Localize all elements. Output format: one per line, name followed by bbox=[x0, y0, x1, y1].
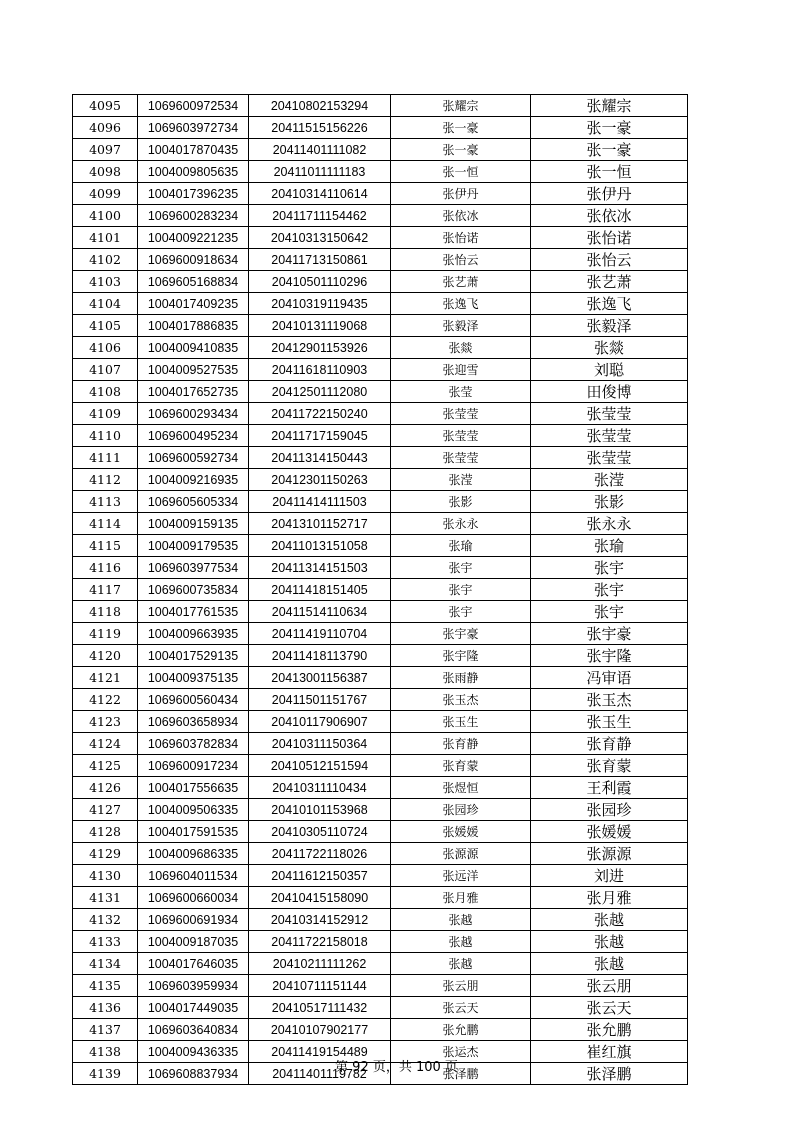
table-row bbox=[73, 865, 688, 887]
row-index-cell: 4130 bbox=[73, 865, 138, 887]
signature-name-cell: 张逸飞 bbox=[531, 293, 688, 315]
signature-name-cell: 张允鹏 bbox=[531, 1019, 688, 1041]
signature-name-cell: 张宇 bbox=[531, 579, 688, 601]
row-index-cell: 4103 bbox=[73, 271, 138, 293]
table-row bbox=[73, 469, 688, 491]
name-cell: 张燚 bbox=[391, 337, 531, 359]
registration-number-cell: 20410711151144 bbox=[249, 975, 391, 997]
signature-name-cell: 张耀宗 bbox=[531, 95, 688, 117]
name-cell: 张煜恒 bbox=[391, 777, 531, 799]
row-index-cell: 4099 bbox=[73, 183, 138, 205]
table-row bbox=[73, 447, 688, 469]
row-index-cell: 4126 bbox=[73, 777, 138, 799]
row-index-cell: 4114 bbox=[73, 513, 138, 535]
row-index-cell: 4137 bbox=[73, 1019, 138, 1041]
name-cell: 张宇 bbox=[391, 557, 531, 579]
exam-number-cell: 1069603658934 bbox=[138, 711, 249, 733]
name-cell: 张滢 bbox=[391, 469, 531, 491]
row-index-cell: 4101 bbox=[73, 227, 138, 249]
signature-name-cell: 张育蒙 bbox=[531, 755, 688, 777]
exam-number-cell: 1069600972534 bbox=[138, 95, 249, 117]
exam-number-cell: 1004017886835 bbox=[138, 315, 249, 337]
row-index-cell: 4133 bbox=[73, 931, 138, 953]
signature-name-cell: 张怡云 bbox=[531, 249, 688, 271]
signature-name-cell: 张育静 bbox=[531, 733, 688, 755]
registration-number-cell: 20411717159045 bbox=[249, 425, 391, 447]
registration-number-cell: 20410319119435 bbox=[249, 293, 391, 315]
exam-number-cell: 1069600592734 bbox=[138, 447, 249, 469]
registration-number-cell: 20410101153968 bbox=[249, 799, 391, 821]
row-index-cell: 4112 bbox=[73, 469, 138, 491]
row-index-cell: 4123 bbox=[73, 711, 138, 733]
registration-number-cell: 20410517111432 bbox=[249, 997, 391, 1019]
exam-number-cell: 1069604011534 bbox=[138, 865, 249, 887]
exam-number-cell: 1004009527535 bbox=[138, 359, 249, 381]
exam-number-cell: 1004009805635 bbox=[138, 161, 249, 183]
signature-name-cell: 张怡诺 bbox=[531, 227, 688, 249]
signature-name-cell: 刘聪 bbox=[531, 359, 688, 381]
table-row bbox=[73, 359, 688, 381]
row-index-cell: 4110 bbox=[73, 425, 138, 447]
row-index-cell: 4139 bbox=[73, 1063, 138, 1085]
table-row bbox=[73, 601, 688, 623]
table-row bbox=[73, 315, 688, 337]
registration-number-cell: 20411514110634 bbox=[249, 601, 391, 623]
name-cell: 张越 bbox=[391, 909, 531, 931]
registration-number-cell: 20411418113790 bbox=[249, 645, 391, 667]
name-cell: 张一豪 bbox=[391, 117, 531, 139]
table-body bbox=[73, 95, 688, 1085]
exam-number-cell: 1069603959934 bbox=[138, 975, 249, 997]
name-cell: 张玉杰 bbox=[391, 689, 531, 711]
registration-number-cell: 20410311110434 bbox=[249, 777, 391, 799]
row-index-cell: 4127 bbox=[73, 799, 138, 821]
registration-number-cell: 20410314152912 bbox=[249, 909, 391, 931]
row-index-cell: 4097 bbox=[73, 139, 138, 161]
signature-name-cell: 张依冰 bbox=[531, 205, 688, 227]
name-cell: 张影 bbox=[391, 491, 531, 513]
name-cell: 张怡诺 bbox=[391, 227, 531, 249]
data-table bbox=[72, 94, 688, 1085]
exam-number-cell: 1004017652735 bbox=[138, 381, 249, 403]
registration-number-cell: 20411418151405 bbox=[249, 579, 391, 601]
name-cell: 张允鹏 bbox=[391, 1019, 531, 1041]
exam-number-cell: 1069600283234 bbox=[138, 205, 249, 227]
registration-number-cell: 20411401111082 bbox=[249, 139, 391, 161]
registration-number-cell: 20410313150642 bbox=[249, 227, 391, 249]
row-index-cell: 4118 bbox=[73, 601, 138, 623]
signature-name-cell: 张源源 bbox=[531, 843, 688, 865]
exam-number-cell: 1069605168834 bbox=[138, 271, 249, 293]
name-cell: 张雨静 bbox=[391, 667, 531, 689]
row-index-cell: 4132 bbox=[73, 909, 138, 931]
registration-number-cell: 20411401119782 bbox=[249, 1063, 391, 1085]
registration-number-cell: 20411612150357 bbox=[249, 865, 391, 887]
signature-name-cell: 张宇豪 bbox=[531, 623, 688, 645]
row-index-cell: 4106 bbox=[73, 337, 138, 359]
table-row bbox=[73, 667, 688, 689]
row-index-cell: 4122 bbox=[73, 689, 138, 711]
name-cell: 张莹莹 bbox=[391, 403, 531, 425]
signature-name-cell: 张玉生 bbox=[531, 711, 688, 733]
row-index-cell: 4120 bbox=[73, 645, 138, 667]
exam-number-cell: 1004009159135 bbox=[138, 513, 249, 535]
name-cell: 张宇 bbox=[391, 579, 531, 601]
name-cell: 张育静 bbox=[391, 733, 531, 755]
row-index-cell: 4096 bbox=[73, 117, 138, 139]
name-cell: 张远洋 bbox=[391, 865, 531, 887]
table-row bbox=[73, 293, 688, 315]
signature-name-cell: 张越 bbox=[531, 953, 688, 975]
table-row bbox=[73, 689, 688, 711]
signature-name-cell: 张影 bbox=[531, 491, 688, 513]
signature-name-cell: 张滢 bbox=[531, 469, 688, 491]
table-row bbox=[73, 381, 688, 403]
name-cell: 张逸飞 bbox=[391, 293, 531, 315]
exam-number-cell: 1069600495234 bbox=[138, 425, 249, 447]
table-row bbox=[73, 579, 688, 601]
table-row bbox=[73, 931, 688, 953]
signature-name-cell: 张月雅 bbox=[531, 887, 688, 909]
signature-name-cell: 张莹莹 bbox=[531, 425, 688, 447]
registration-number-cell: 20411713150861 bbox=[249, 249, 391, 271]
signature-name-cell: 张莹莹 bbox=[531, 447, 688, 469]
row-index-cell: 4121 bbox=[73, 667, 138, 689]
exam-number-cell: 1069600691934 bbox=[138, 909, 249, 931]
registration-number-cell: 20410131119068 bbox=[249, 315, 391, 337]
table-row bbox=[73, 997, 688, 1019]
exam-number-cell: 1069603972734 bbox=[138, 117, 249, 139]
table-row bbox=[73, 491, 688, 513]
signature-name-cell: 张媛媛 bbox=[531, 821, 688, 843]
exam-number-cell: 1004017556635 bbox=[138, 777, 249, 799]
exam-number-cell: 1004009216935 bbox=[138, 469, 249, 491]
name-cell: 张媛媛 bbox=[391, 821, 531, 843]
name-cell: 张怡云 bbox=[391, 249, 531, 271]
name-cell: 张一恒 bbox=[391, 161, 531, 183]
exam-number-cell: 1004009221235 bbox=[138, 227, 249, 249]
row-index-cell: 4119 bbox=[73, 623, 138, 645]
name-cell: 张瑜 bbox=[391, 535, 531, 557]
table-row bbox=[73, 425, 688, 447]
name-cell: 张永永 bbox=[391, 513, 531, 535]
name-cell: 张育蒙 bbox=[391, 755, 531, 777]
row-index-cell: 4095 bbox=[73, 95, 138, 117]
table-row bbox=[73, 337, 688, 359]
row-index-cell: 4108 bbox=[73, 381, 138, 403]
row-index-cell: 4131 bbox=[73, 887, 138, 909]
table-row bbox=[73, 183, 688, 205]
name-cell: 张莹 bbox=[391, 381, 531, 403]
table-row bbox=[73, 117, 688, 139]
signature-name-cell: 张一豪 bbox=[531, 117, 688, 139]
signature-name-cell: 张宇 bbox=[531, 601, 688, 623]
name-cell: 张依冰 bbox=[391, 205, 531, 227]
signature-name-cell: 冯审语 bbox=[531, 667, 688, 689]
signature-name-cell: 张伊丹 bbox=[531, 183, 688, 205]
registration-number-cell: 20410211111262 bbox=[249, 953, 391, 975]
registration-number-cell: 20410512151594 bbox=[249, 755, 391, 777]
exam-number-cell: 1069603640834 bbox=[138, 1019, 249, 1041]
signature-name-cell: 张永永 bbox=[531, 513, 688, 535]
row-index-cell: 4100 bbox=[73, 205, 138, 227]
table-row bbox=[73, 777, 688, 799]
signature-name-cell: 张瑜 bbox=[531, 535, 688, 557]
signature-name-cell: 王利霞 bbox=[531, 777, 688, 799]
name-cell: 张宇隆 bbox=[391, 645, 531, 667]
registration-number-cell: 20411419110704 bbox=[249, 623, 391, 645]
registration-number-cell: 20412901153926 bbox=[249, 337, 391, 359]
row-index-cell: 4115 bbox=[73, 535, 138, 557]
exam-number-cell: 1004009410835 bbox=[138, 337, 249, 359]
table-row bbox=[73, 733, 688, 755]
row-index-cell: 4116 bbox=[73, 557, 138, 579]
table-row bbox=[73, 513, 688, 535]
row-index-cell: 4124 bbox=[73, 733, 138, 755]
row-index-cell: 4138 bbox=[73, 1041, 138, 1063]
table-row bbox=[73, 205, 688, 227]
name-cell: 张莹莹 bbox=[391, 425, 531, 447]
name-cell: 张宇豪 bbox=[391, 623, 531, 645]
table-row bbox=[73, 711, 688, 733]
registration-number-cell: 20413101152717 bbox=[249, 513, 391, 535]
exam-number-cell: 1069600560434 bbox=[138, 689, 249, 711]
registration-number-cell: 20410415158090 bbox=[249, 887, 391, 909]
exam-number-cell: 1069600660034 bbox=[138, 887, 249, 909]
table-row bbox=[73, 249, 688, 271]
registration-number-cell: 20411711154462 bbox=[249, 205, 391, 227]
exam-number-cell: 1004017449035 bbox=[138, 997, 249, 1019]
name-cell: 张园珍 bbox=[391, 799, 531, 821]
row-index-cell: 4128 bbox=[73, 821, 138, 843]
exam-number-cell: 1004017870435 bbox=[138, 139, 249, 161]
registration-number-cell: 20411722150240 bbox=[249, 403, 391, 425]
exam-number-cell: 1004009506335 bbox=[138, 799, 249, 821]
exam-number-cell: 1004017591535 bbox=[138, 821, 249, 843]
table-row bbox=[73, 161, 688, 183]
name-cell: 张越 bbox=[391, 953, 531, 975]
table-row bbox=[73, 843, 688, 865]
name-cell: 张云天 bbox=[391, 997, 531, 1019]
exam-number-cell: 1069608837934 bbox=[138, 1063, 249, 1085]
row-index-cell: 4109 bbox=[73, 403, 138, 425]
signature-name-cell: 张燚 bbox=[531, 337, 688, 359]
registration-number-cell: 20411011111183 bbox=[249, 161, 391, 183]
table-row bbox=[73, 953, 688, 975]
exam-number-cell: 1069603782834 bbox=[138, 733, 249, 755]
exam-number-cell: 1004009187035 bbox=[138, 931, 249, 953]
exam-number-cell: 1004017761535 bbox=[138, 601, 249, 623]
exam-number-cell: 1004009179535 bbox=[138, 535, 249, 557]
registration-number-cell: 20410501110296 bbox=[249, 271, 391, 293]
signature-name-cell: 张越 bbox=[531, 931, 688, 953]
name-cell: 张源源 bbox=[391, 843, 531, 865]
signature-name-cell: 张泽鹏 bbox=[531, 1063, 688, 1085]
signature-name-cell: 田俊博 bbox=[531, 381, 688, 403]
page-footer: 第 92 页，共 100 页 bbox=[335, 1060, 458, 1075]
row-index-cell: 4136 bbox=[73, 997, 138, 1019]
name-cell: 张泽鹏 bbox=[391, 1063, 531, 1085]
name-cell: 张毅泽 bbox=[391, 315, 531, 337]
signature-name-cell: 张玉杰 bbox=[531, 689, 688, 711]
exam-number-cell: 1069600293434 bbox=[138, 403, 249, 425]
exam-number-cell: 1004009686335 bbox=[138, 843, 249, 865]
registration-number-cell: 20410802153294 bbox=[249, 95, 391, 117]
registration-number-cell: 20411501151767 bbox=[249, 689, 391, 711]
row-index-cell: 4117 bbox=[73, 579, 138, 601]
name-cell: 张月雅 bbox=[391, 887, 531, 909]
table-row bbox=[73, 645, 688, 667]
table-row bbox=[73, 535, 688, 557]
exam-number-cell: 1069605605334 bbox=[138, 491, 249, 513]
table-row bbox=[73, 799, 688, 821]
table-row bbox=[73, 821, 688, 843]
name-cell: 张一豪 bbox=[391, 139, 531, 161]
exam-number-cell: 1069600918634 bbox=[138, 249, 249, 271]
signature-name-cell: 张云天 bbox=[531, 997, 688, 1019]
name-cell: 张迎雪 bbox=[391, 359, 531, 381]
name-cell: 张耀宗 bbox=[391, 95, 531, 117]
registration-number-cell: 20410305110724 bbox=[249, 821, 391, 843]
row-index-cell: 4102 bbox=[73, 249, 138, 271]
row-index-cell: 4129 bbox=[73, 843, 138, 865]
table-row bbox=[73, 623, 688, 645]
registration-number-cell: 20412501112080 bbox=[249, 381, 391, 403]
table-row bbox=[73, 95, 688, 117]
signature-name-cell: 崔红旗 bbox=[531, 1041, 688, 1063]
table-row bbox=[73, 557, 688, 579]
registration-number-cell: 20411314151503 bbox=[249, 557, 391, 579]
signature-name-cell: 张云朋 bbox=[531, 975, 688, 997]
exam-number-cell: 1004017646035 bbox=[138, 953, 249, 975]
exam-number-cell: 1004009663935 bbox=[138, 623, 249, 645]
registration-number-cell: 20411314150443 bbox=[249, 447, 391, 469]
row-index-cell: 4105 bbox=[73, 315, 138, 337]
row-index-cell: 4113 bbox=[73, 491, 138, 513]
signature-name-cell: 张园珍 bbox=[531, 799, 688, 821]
exam-number-cell: 1004009375135 bbox=[138, 667, 249, 689]
registration-number-cell: 20410117906907 bbox=[249, 711, 391, 733]
registration-number-cell: 20412301150263 bbox=[249, 469, 391, 491]
signature-name-cell: 张艺萧 bbox=[531, 271, 688, 293]
name-cell: 张艺萧 bbox=[391, 271, 531, 293]
row-index-cell: 4104 bbox=[73, 293, 138, 315]
row-index-cell: 4098 bbox=[73, 161, 138, 183]
row-index-cell: 4111 bbox=[73, 447, 138, 469]
table-row bbox=[73, 1019, 688, 1041]
table-row bbox=[73, 975, 688, 997]
exam-number-cell: 1069603977534 bbox=[138, 557, 249, 579]
row-index-cell: 4135 bbox=[73, 975, 138, 997]
row-index-cell: 4107 bbox=[73, 359, 138, 381]
signature-name-cell: 张莹莹 bbox=[531, 403, 688, 425]
name-cell: 张伊丹 bbox=[391, 183, 531, 205]
name-cell: 张莹莹 bbox=[391, 447, 531, 469]
exam-number-cell: 1004017529135 bbox=[138, 645, 249, 667]
registration-number-cell: 20411618110903 bbox=[249, 359, 391, 381]
signature-name-cell: 张一恒 bbox=[531, 161, 688, 183]
signature-name-cell: 张毅泽 bbox=[531, 315, 688, 337]
registration-number-cell: 20411722118026 bbox=[249, 843, 391, 865]
name-cell: 张宇 bbox=[391, 601, 531, 623]
registration-number-cell: 20410107902177 bbox=[249, 1019, 391, 1041]
exam-number-cell: 1069600917234 bbox=[138, 755, 249, 777]
registration-number-cell: 20411419154489 bbox=[249, 1041, 391, 1063]
table-row bbox=[73, 755, 688, 777]
row-index-cell: 4125 bbox=[73, 755, 138, 777]
name-cell: 张云朋 bbox=[391, 975, 531, 997]
signature-name-cell: 刘进 bbox=[531, 865, 688, 887]
signature-name-cell: 张一豪 bbox=[531, 139, 688, 161]
table-row bbox=[73, 403, 688, 425]
row-index-cell: 4134 bbox=[73, 953, 138, 975]
registration-number-cell: 20410311150364 bbox=[249, 733, 391, 755]
exam-number-cell: 1069600735834 bbox=[138, 579, 249, 601]
table-row bbox=[73, 909, 688, 931]
table-row bbox=[73, 271, 688, 293]
registration-number-cell: 20410314110614 bbox=[249, 183, 391, 205]
signature-name-cell: 张宇 bbox=[531, 557, 688, 579]
registration-number-cell: 20413001156387 bbox=[249, 667, 391, 689]
table-row bbox=[73, 887, 688, 909]
registration-number-cell: 20411013151058 bbox=[249, 535, 391, 557]
table-row bbox=[73, 227, 688, 249]
registration-number-cell: 20411515156226 bbox=[249, 117, 391, 139]
name-cell: 张运杰 bbox=[391, 1041, 531, 1063]
name-cell: 张越 bbox=[391, 931, 531, 953]
registration-number-cell: 20411414111503 bbox=[249, 491, 391, 513]
exam-number-cell: 1004017409235 bbox=[138, 293, 249, 315]
signature-name-cell: 张越 bbox=[531, 909, 688, 931]
name-cell: 张玉生 bbox=[391, 711, 531, 733]
exam-number-cell: 1004017396235 bbox=[138, 183, 249, 205]
exam-number-cell: 1004009436335 bbox=[138, 1041, 249, 1063]
registration-number-cell: 20411722158018 bbox=[249, 931, 391, 953]
signature-name-cell: 张宇隆 bbox=[531, 645, 688, 667]
table-row bbox=[73, 139, 688, 161]
